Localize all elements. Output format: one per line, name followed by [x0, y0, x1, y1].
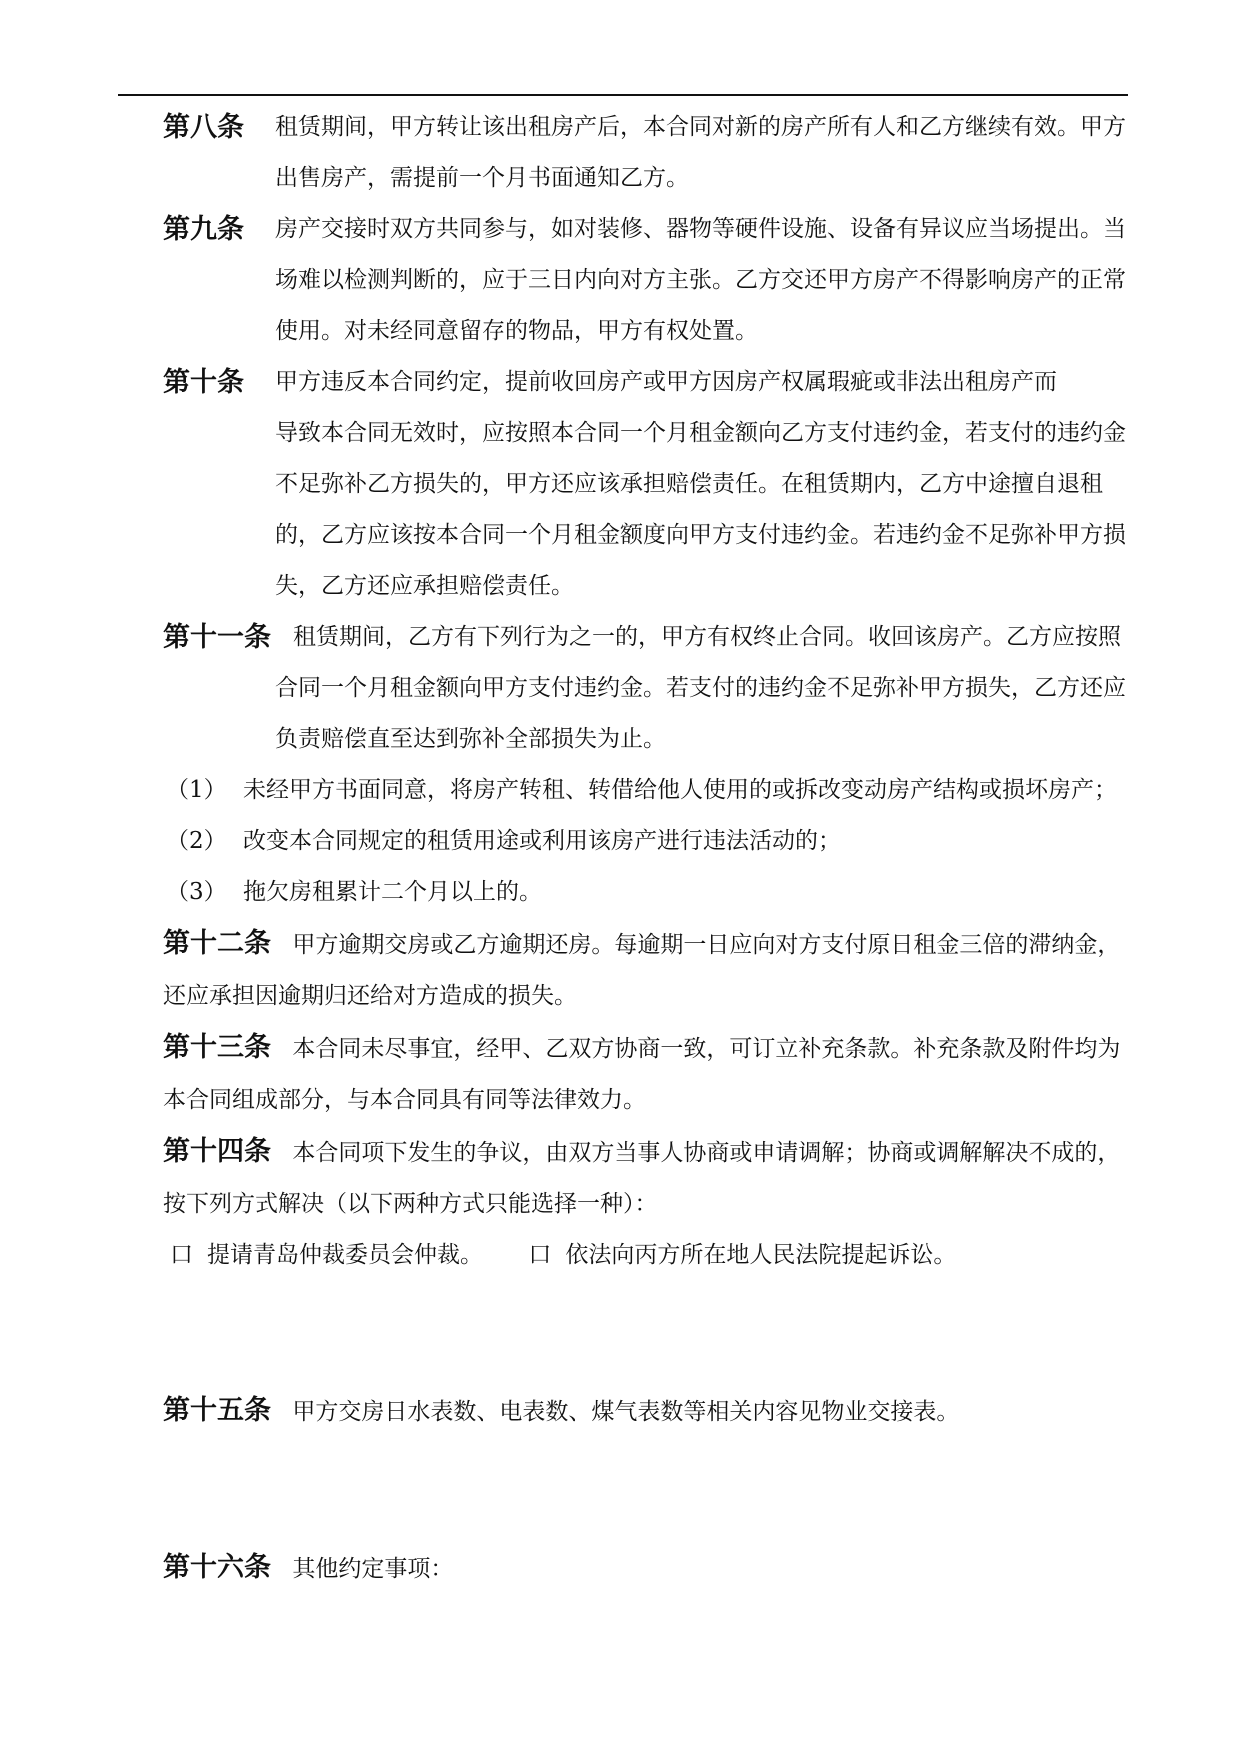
item-number: （1） — [166, 777, 227, 803]
article-heading: 第十二条 — [163, 928, 271, 959]
item-text: 未经甲方书面同意，将房产转租、转借给他人使用的或拆改变动房产结构或损坏房产； — [243, 777, 1117, 803]
option-arbitration[interactable] — [170, 1230, 483, 1281]
article-heading: 第十一条 — [163, 622, 271, 653]
article-13 — [163, 1022, 1128, 1126]
article-16 — [163, 1542, 1128, 1595]
article-10 — [163, 357, 1128, 612]
article-heading: 第十条 — [163, 367, 244, 398]
article-text: 本合同未尽事宜，经甲、乙双方协商一致，可订立补充条款。补充条款及附件均为本合同组成部分，与本合同具有同等法律效力。 — [163, 1036, 1121, 1113]
article-text: 其他约定事项： — [292, 1556, 454, 1582]
checkbox[interactable]: 口 — [170, 1242, 193, 1268]
contract-page — [163, 102, 1128, 1595]
article-8 — [163, 102, 1128, 204]
option-litigation[interactable] — [528, 1230, 956, 1281]
checkbox[interactable]: 口 — [528, 1242, 552, 1268]
article-heading: 第八条 — [163, 112, 244, 143]
article-heading: 第十六条 — [163, 1552, 271, 1583]
option-label: 提请青岛仲裁委员会仲裁。 — [207, 1242, 483, 1268]
article-11-text: 租赁期间，乙方有下列行为之一的，甲方有权终止合同。收回该房产。乙方应按照合同一个月租金额向甲方支付违约金。若支付的违约金不足弥补甲方损失，乙方还应负责赔偿直至达到弥补全部损失为止。 — [275, 624, 1126, 752]
article-text: 房产交接时双方共同参与，如对装修、器物等硬件设施、设备有异议应当场提出。当场难以检测判断的，应于三日内向对方主张。乙方交还甲方房产不得影响房产的正常使用。对未经同意留存的物品，甲方有权处置。 — [275, 216, 1126, 344]
article-text-continued: 导致本合同无效时，应按照本合同一个月租金额向乙方支付违约金，若支付的违约金不足弥补乙方损失的，甲方还应该承担赔偿责任。在租赁期内，乙方中途擅自退租的，乙方应该按本合同一个月租金额度向甲方支付违约金。若违约金不足弥补甲方损失，乙方还应承担赔偿责任。 — [275, 420, 1126, 599]
article-15 — [163, 1385, 1128, 1438]
article-heading: 第十五条 — [163, 1395, 271, 1426]
list-item — [168, 867, 1128, 918]
article-text — [275, 612, 1128, 765]
item-text: 改变本合同规定的租赁用途或利用该房产进行违法活动的； — [243, 828, 841, 854]
item-number: （2） — [166, 828, 227, 854]
article-text: 甲方交房日水表数、电表数、煤气表数等相关内容见物业交接表。 — [292, 1399, 960, 1425]
list-item — [168, 765, 1128, 816]
article-heading: 第十三条 — [163, 1032, 271, 1063]
option-label: 依法向丙方所在地人民法院提起诉讼。 — [565, 1242, 957, 1268]
dispute-options — [163, 1230, 1128, 1281]
article-12 — [163, 918, 1128, 1022]
header-rule — [118, 94, 1128, 96]
article-heading: 第十四条 — [163, 1136, 271, 1167]
article-text: 本合同项下发生的争议，由双方当事人协商或申请调解；协商或调解解决不成的，按下列方式解决（以下两种方式只能选择一种）： — [163, 1140, 1121, 1217]
article-text: 租赁期间，甲方转让该出租房产后，本合同对新的房产所有人和乙方继续有效。甲方出售房产，需提前一个月书面通知乙方。 — [275, 114, 1126, 191]
article-text: 甲方违反本合同约定，提前收回房产或甲方因房产权属瑕疵或非法出租房产而 — [275, 369, 1057, 395]
article-14 — [163, 1126, 1128, 1230]
article-9 — [163, 204, 1128, 357]
article-heading: 第九条 — [163, 214, 244, 245]
item-number: （3） — [166, 879, 227, 905]
item-text: 拖欠房租累计二个月以上的。 — [243, 879, 542, 905]
list-item — [168, 816, 1128, 867]
article-text: 甲方逾期交房或乙方逾期还房。每逾期一日应向对方支付原日租金三倍的滞纳金，还应承担因逾期归还给对方造成的损失。 — [163, 932, 1121, 1009]
article-11 — [163, 612, 1128, 765]
